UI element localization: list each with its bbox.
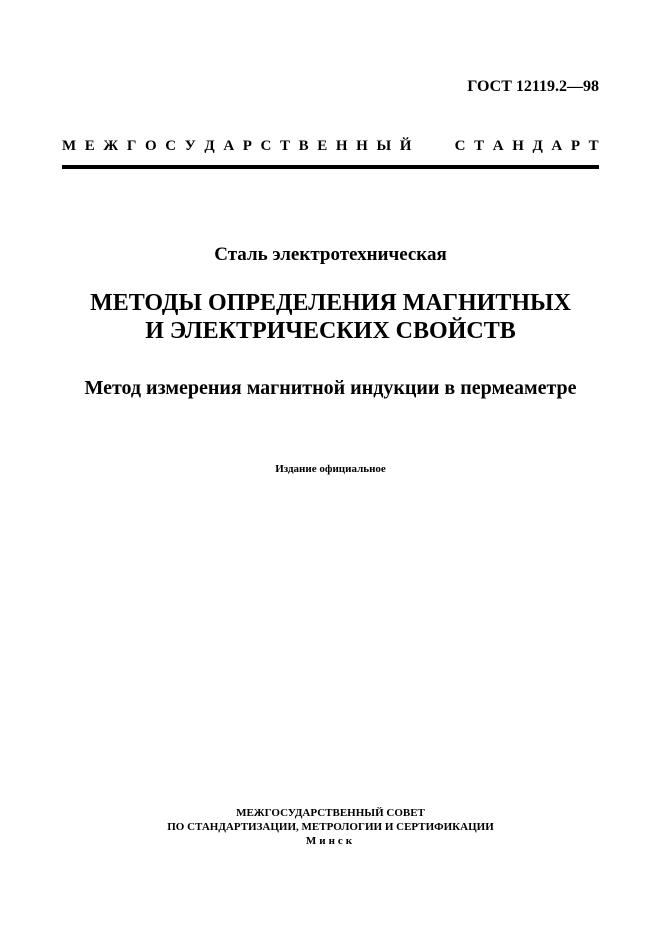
standard-type-word-gap: [420, 137, 446, 155]
publisher-block: [0, 806, 661, 848]
standard-type-letter: Т: [280, 138, 291, 154]
standard-type-letter: Р: [242, 138, 252, 154]
standard-type-letter: А: [492, 138, 504, 154]
publisher-city: Минск: [305, 835, 356, 847]
edition-label: Издание официальное: [275, 463, 386, 475]
standard-type-letter: Ы: [376, 138, 392, 154]
standard-type-letter: Д: [204, 138, 215, 154]
main-title-line-1: МЕТОДЫ ОПРЕДЕЛЕНИЯ МАГНИТНЫХ: [90, 290, 571, 316]
standard-type-letter: Н: [512, 138, 524, 154]
standard-type-letter: В: [298, 138, 309, 154]
main-title: [0, 289, 661, 345]
standard-type-letter: А: [551, 138, 563, 154]
method-subtitle: Метод измерения магнитной индукции в пермеаметре: [84, 377, 577, 399]
standard-type-heading: [62, 137, 599, 155]
standard-type-letter: Т: [474, 138, 485, 154]
document-number: ГОСТ 12119.2—98: [467, 78, 599, 95]
publisher-line-1: МЕЖГОСУДАРСТВЕННЫЙ СОВЕТ: [236, 807, 425, 819]
standard-type-letter: А: [223, 138, 235, 154]
standard-type-letter: Е: [317, 138, 328, 154]
standard-type-letter: Ж: [103, 138, 119, 154]
document-subject: Сталь электротехническая: [214, 244, 447, 265]
standard-type-letter: Е: [84, 138, 95, 154]
standard-type-letter: Р: [570, 138, 581, 154]
standard-type-letter: Н: [356, 138, 368, 154]
header-rule: [62, 165, 599, 169]
standard-type-letter: С: [260, 138, 272, 154]
publisher-line-2: ПО СТАНДАРТИЗАЦИИ, МЕТРОЛОГИИ И СЕРТИФИКАЦИИ: [167, 821, 494, 833]
main-title-line-2: И ЭЛЕКТРИЧЕСКИХ СВОЙСТВ: [145, 318, 516, 344]
standard-type-letter: М: [62, 138, 77, 154]
standard-type-letter: С: [454, 138, 466, 154]
standard-type-letter: Г: [126, 138, 137, 154]
standard-type-letter: Т: [588, 138, 599, 154]
standard-type-letter: Н: [335, 138, 348, 154]
standard-type-letter: С: [165, 138, 177, 154]
standard-type-letter: Й: [399, 138, 412, 154]
standard-type-letter: О: [145, 138, 157, 154]
standard-type-letter: У: [184, 138, 196, 154]
standard-type-letter: Д: [532, 138, 543, 154]
